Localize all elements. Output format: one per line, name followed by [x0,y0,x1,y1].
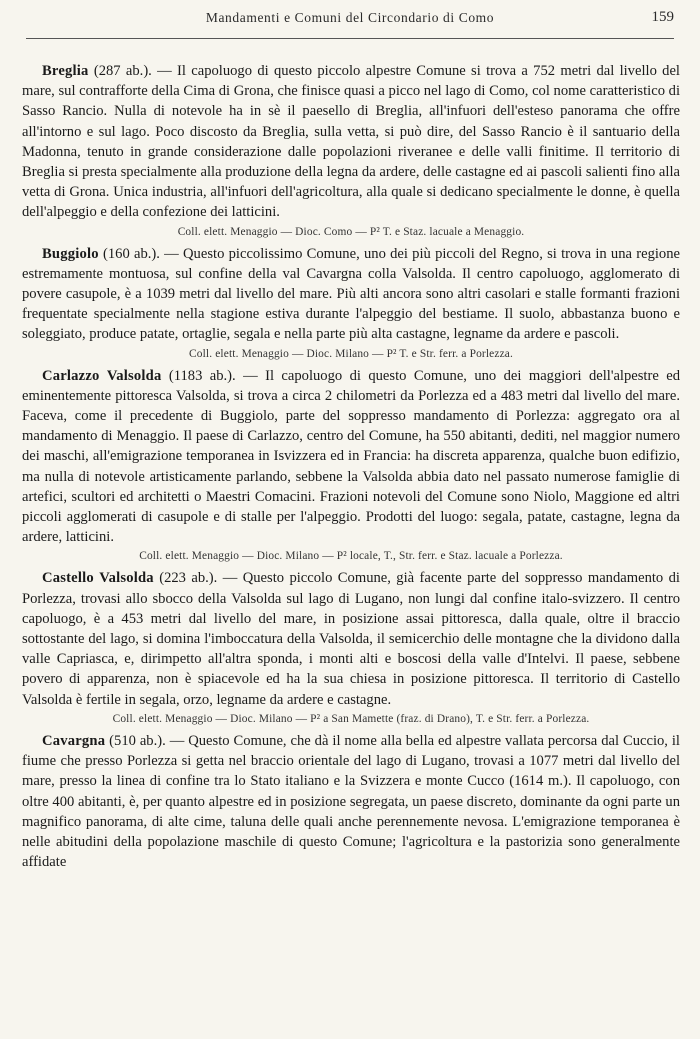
header-rule [26,38,674,39]
entry-population: (1183 ab.). [168,367,236,384]
entry-breglia [22,61,680,241]
entry-paragraph [22,366,680,548]
entry-cavargna [22,731,680,872]
entry-note: Coll. elett. Menaggio — Dioc. Como — P² T. e Staz. lacuale a Menaggio. [177,225,525,238]
entry-text: — Il capoluogo di questo piccolo alpestre Comune si trova a 752 metri dal livello del mare, sul contrafforte della Cima di Grona, che finisce quasi a picco nel lago di Como, col nome caratteristico di Sasso Rancio. Nulla di notevole ha in sè il paesello di Breglia, all'infuori dell'esteso panorama che offre all'intorno e sul lago. Poco discosto da Breglia, sulla vetta, si può dire, del Sasso Rancio è il santuario della Madonna, tenuto in grande considerazione dalle popolazioni riveranee e delle valli finitime. Il territorio di Breglia si presta specialmente alla produzione della legna da ardere, delle castagne ed ai pascoli salienti fino alla vetta di Grona. Unica industria, all'infuori dell'agricoltura, alla quale si dedicano specialmente le donne, è quella dell'alpeggio e della confezione dei latticini. [22,63,680,221]
entry-population: (160 ab.). [103,245,160,262]
entry-buggiolo [22,244,680,363]
entry-text: — Questo piccolo Comune, già facente parte del soppresso mandamento di Porlezza, trovasi allo sbocco della Valsolda sul lago di Lugano, non lungi dal confine italo-svizzero. Il centro capoluogo, è a 453 metri dal livello del mare, in posizione assai pittoresca, dalla quale, oltre il braccio sottostante del lago, si domina l'imboccatura della Valsolda, il semicerchio delle montagne che la dividono dalla valle Capriasca, e, dirimpetto all'altra sponda, i monti alti e boscosi della valle d'Intelvi. Il paese, sebbene povero di apparenza, non è spiacevole ed ha la sua chiesa in posizione pittoresca. Il territorio di Castello Valsolda è fertile in segala, orzo, legname da ardere e castagne. [22,570,680,708]
entry-castello-valsolda [22,568,680,727]
entry-note: Coll. elett. Menaggio — Dioc. Milano — P² a San Mamette (fraz. di Drano), T. e Str. ferr. a Porlezza. [112,712,590,725]
entry-text: — Il capoluogo di questo Comune, uno dei maggiori dell'alpestre ed eminentemente pittoresca Valsolda, si trova a circa 2 chilometri da Porlezza ed a 483 metri dal livello del mare. Faceva, come il precedente di Buggiolo, parte del soppresso mandamento di Porlezza: aggregato ora al mandamento di Menaggio. Il paese di Carlazzo, centro del Comune, ha 550 abitanti, dediti, nel maggior numero dei maschi, all'emigrazione temporanea in Isvizzera ed in Francia: ha discreta apparenza, qualche buon edifizio, ma nulla di notevole artisticamente parlando, sebbene la Valsolda abbia dato nel passato numerose famiglie di artefici, scultori ed architetti o Maestri Comacini. Frazioni notevoli del Comune sono Niolo, Maggione ed altri piccoli agglomerati di casupole e di stalle per l'alpeggio. Prodotti del luogo: segala, patate, castagne, legna da ardere, latticini. [22,367,681,546]
entry-name: Carlazzo Valsolda [42,367,162,384]
entry-text: — Questo Comune, che dà il nome alla bella ed alpestre vallata percorsa dal Cuccio, il fiume che presso Porlezza si getta nel braccio orientale del lago di Lugano, trovasi a 1077 metri dal livello del mare, presso la linea di confine tra lo Stato italiano e la Svizzera e monte Cucco (1614 m.). Il capoluogo, con oltre 400 abitanti, è, per quanto alpestre ed in posizione segregata, un paese discreto, dominante da ogni parte un magnifico panorama, di alte cime, taluna delle quali anche perennemente nevosa. L'emigrazione temporanea è nelle abitudini della popolazione maschile di questo Comune; l'agricoltura e la pastorizia sono generalmente affidate [22,732,680,871]
entry-population: (287 ab.). [93,63,152,79]
entry-carlazzo-valsolda [22,366,680,566]
entry-paragraph [22,61,680,223]
entry-name: Cavargna [42,732,106,749]
running-title: Mandamenti e Comuni del Circondario di Como [205,10,495,25]
entry-population: (223 ab.). [159,570,218,587]
entry-name: Buggiolo [42,245,99,262]
page-number: 159 [651,9,674,25]
entry-paragraph [22,568,680,709]
entry-text: — Questo piccolissimo Comune, uno dei più piccoli del Regno, si trova in una regione estremamente montuosa, sul confine della val Cavargna colla Valsolda. Il centro capoluogo, agglomerato di povere casupole, è a 1039 metri dal livello del mare. Più alti ancora sono altri casolari e stalle formanti frazioni frequentate specialmente nella stagione estiva durante l'alpeggio del bestiame. Il suolo, abbastanza buono e soleggiato, produce patate, ortaglie, segala e nella parte più alta castagne, legname da ardere e pascoli. [22,245,680,343]
entry-population: (510 ab.). [109,732,166,749]
body-text [22,61,680,875]
entry-paragraph [22,731,680,872]
entry-name: Castello Valsolda [42,570,154,587]
running-head [26,10,674,34]
entry-note: Coll. elett. Menaggio — Dioc. Milano — P² locale, T., Str. ferr. e Staz. lacuale a Porlezza. [139,550,563,563]
entry-paragraph [22,244,680,345]
entry-name: Breglia [42,63,89,79]
entry-note: Coll. elett. Menaggio — Dioc. Milano — P² T. e Str. ferr. a Porlezza. [189,347,513,360]
